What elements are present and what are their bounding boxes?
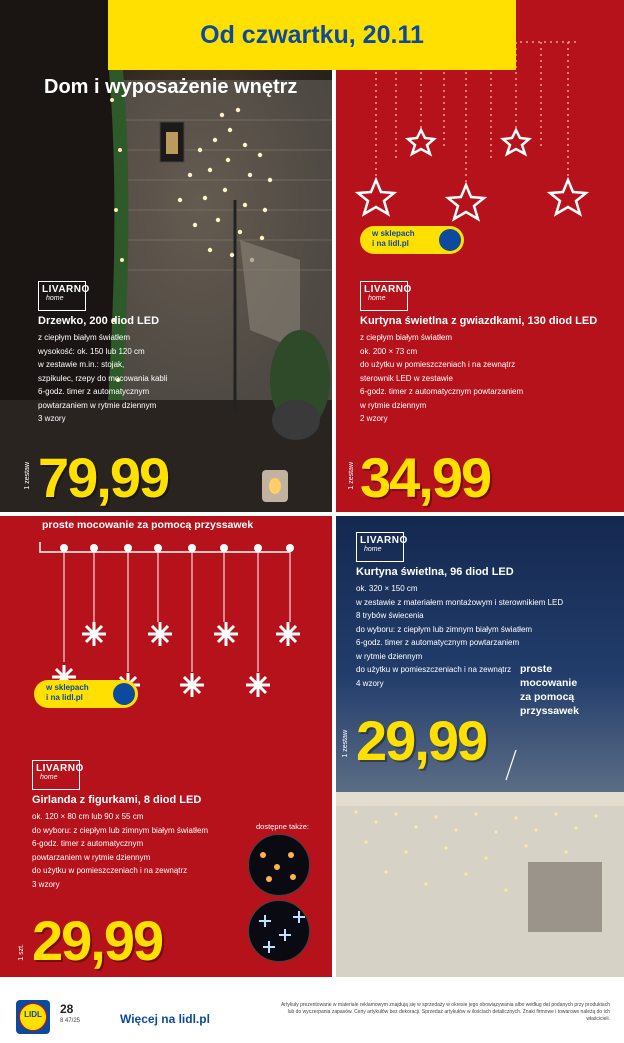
price: 29,99 — [32, 909, 163, 972]
disclaimer: Artykuły prezentowane w materiale reklamowym znajdują się w sprzedaży w okresie jego obowiązywania albo według dat podanych przy produktach lub do wyczerpania zapasów. Ceny artykułów bez dekoracji. Sprzedaż artykułów w ilościach detalicznych. Znaki firmowe i towarowe należą do ich właścicieli. — [280, 1002, 610, 1022]
price-unit: 1 szt. — [18, 944, 25, 961]
livarno-logo: LIVARNO home — [360, 281, 408, 311]
section-title: Dom i wyposażenie wnętrz — [44, 76, 298, 98]
product-description: ok. 120 × 80 cm lub 90 x 55 cm do wyboru: z ciepłym lub zimnym białym światłem 6-godz. timer z automatycznym powtarzaniem w rytmie dziennym do użytku w pomieszczeniach i na zewnątrz 3 wzory — [32, 812, 209, 889]
product-title: Kurtyna świetlna, 96 diod LED — [356, 566, 514, 578]
lidl-logo-icon[interactable]: LIDL — [16, 1000, 50, 1034]
product-title: Girlanda z figurkami, 8 diod LED — [32, 794, 202, 806]
livarno-logo: LIVARNO home — [38, 281, 86, 311]
price-unit: 1 zestaw — [24, 462, 31, 490]
price-unit: 1 zestaw — [342, 730, 349, 758]
product-title: Kurtyna świetlna z gwiazdkami, 130 diod LED — [360, 315, 598, 327]
garland-panel — [0, 512, 332, 977]
more-link[interactable]: Więcej na lidl.pl — [120, 1012, 210, 1026]
variant-cold-image — [248, 900, 310, 962]
product-title: Drzewko, 200 diod LED — [38, 315, 160, 327]
price: 79,99 — [38, 446, 169, 509]
page-number: 28 — [60, 1002, 74, 1016]
tree-panel — [0, 0, 332, 512]
livarno-logo: LIVARNO home — [32, 760, 80, 790]
divider — [0, 512, 624, 516]
product-description: z ciepłym białym światłem wysokość: ok. 150 lub 120 cm w zestawie m.in.: stojak, szpikulec, rzepy do mocowania kabli 6-godz. timer z automatycznym powtarzaniem w rytmie dziennym 3 wzory — [38, 333, 168, 423]
availability-pill: w sklepach i na lidl.pl — [34, 680, 138, 708]
price-unit: 1 zestaw — [348, 462, 355, 490]
divider — [332, 0, 336, 977]
livarno-logo: LIVARNO home — [356, 532, 404, 562]
mounting-callout: proste mocowanie za pomocą przyssawek — [42, 519, 254, 531]
curtain-stars-panel — [336, 0, 624, 512]
price: 29,99 — [356, 709, 487, 772]
curtain96-panel — [336, 512, 624, 977]
lidl-dot-icon — [113, 683, 135, 705]
also-available-label: dostępne także: — [256, 822, 309, 831]
mounting-callout: proste mocowanie za pomocą przyssawek — [520, 663, 579, 717]
product-description: z ciepłym białym światłem ok. 200 × 73 cm do użytku w pomieszczeniach i na zewnątrz sterownik LED w zestawie 6-godz. timer z automatycznym powtarzaniem w rytmie dziennym 2 wzory — [360, 333, 524, 423]
variant-warm-image — [248, 834, 310, 896]
date-banner: Od czwartku, 20.11 — [108, 0, 516, 70]
page-code: 8 47/25 — [60, 1018, 81, 1024]
lidl-dot-icon — [439, 229, 461, 251]
price: 34,99 — [360, 446, 491, 509]
availability-pill: w sklepach i na lidl.pl — [360, 226, 464, 254]
product-description: ok. 320 × 150 cm w zestawie z materiałem montażowym i sterownikiem LED 8 trybów świecenia do wyboru: z ciepłym lub zimnym białym światłem 6-godz. timer z automatycznym powtarzaniem w rytmie dziennym do użytku w pomieszczeniach i na zewnątrz 4 wzory — [356, 584, 564, 688]
